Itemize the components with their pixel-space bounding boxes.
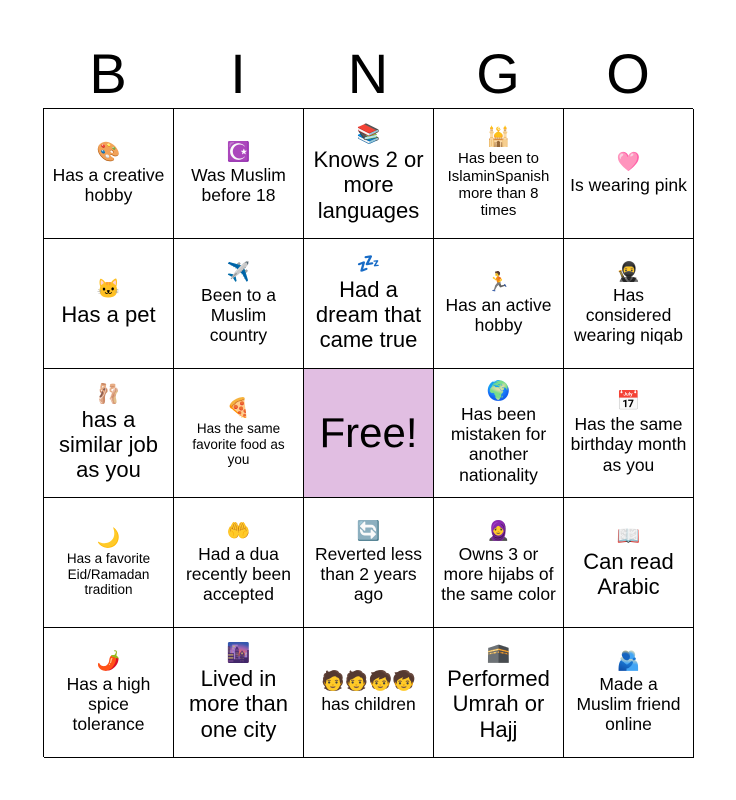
cell-text: Can read Arabic (583, 548, 674, 600)
kaaba-icon: 🕋 (486, 643, 511, 665)
bingo-cell[interactable] (304, 628, 434, 758)
header-letter-b: B (89, 42, 127, 105)
bingo-header (43, 40, 693, 108)
bingo-cell[interactable] (564, 239, 694, 369)
cell-text: Lived in more than one city (188, 666, 289, 742)
bingo-cell[interactable] (434, 109, 564, 239)
bingo-cell[interactable] (564, 109, 694, 239)
cell-text: Had a dua recently been accepted (185, 544, 292, 605)
pizza-icon: 🍕 (226, 398, 251, 420)
bingo-cell[interactable] (174, 109, 304, 239)
free-space-text: Free! (319, 408, 418, 456)
bingo-cell[interactable] (434, 369, 564, 499)
palms-up-icon: 🤲 (226, 521, 251, 543)
star-crescent-icon: ☪️ (226, 141, 251, 163)
woman-headscarf-icon: 🧕 (486, 521, 511, 543)
free-space-cell[interactable] (304, 369, 434, 499)
bingo-cell[interactable] (44, 239, 174, 369)
cell-text: Reverted less than 2 years ago (315, 544, 422, 605)
cell-text: Has the same birthday month as you (570, 414, 687, 475)
bingo-cell[interactable] (44, 628, 174, 758)
bingo-cell[interactable] (44, 369, 174, 499)
runner-icon: 🏃 (486, 271, 511, 293)
cell-text: Performed Umrah or Hajj (447, 666, 550, 742)
cell-text: Has been to IslaminSpanish more than 8 times (447, 150, 550, 220)
cell-text: has a similar job as you (58, 406, 159, 483)
palette-icon: 🎨 (96, 141, 121, 163)
header-letter-o: O (606, 42, 650, 105)
cell-text: Has considered wearing niqab (574, 284, 683, 345)
cell-text: Has the same favorite food as you (192, 421, 285, 468)
bingo-board (43, 108, 693, 757)
ninja-icon: 🥷 (616, 261, 641, 283)
cat-icon: 🐱 (96, 279, 121, 301)
ballet-shoes-icon: 🩰 (96, 383, 121, 405)
bingo-cell[interactable] (564, 369, 694, 499)
header-letter-n: N (347, 42, 389, 105)
family-icon: 🧑🧑🧒🧒 (321, 671, 416, 693)
pink-heart-icon: 🩷 (616, 151, 641, 173)
cell-text: Been to a Muslim country (201, 284, 276, 345)
bingo-cell[interactable] (174, 369, 304, 499)
cell-text: Has an active hobby (445, 294, 552, 335)
cell-text: Has a high spice tolerance (66, 673, 151, 735)
cell-text: Was Muslim before 18 (191, 164, 286, 205)
header-letter-g: G (476, 42, 520, 105)
open-book-icon: 📖 (616, 525, 641, 547)
cell-text: Has been mistaken for another nationality (450, 404, 547, 485)
bingo-cell[interactable] (434, 239, 564, 369)
bingo-cell[interactable] (304, 109, 434, 239)
header-letter-i: I (230, 42, 246, 105)
globe-icon: 🌍 (486, 381, 511, 403)
bingo-cell[interactable] (564, 628, 694, 758)
cell-text: Is wearing pink (570, 174, 687, 195)
bingo-cell[interactable] (304, 498, 434, 628)
cell-text: has children (321, 694, 416, 715)
arrows-cycle-icon: 🔄 (356, 521, 381, 543)
cell-text: Has a pet (61, 302, 156, 328)
bingo-cell[interactable] (434, 628, 564, 758)
bingo-cell[interactable] (174, 498, 304, 628)
bingo-cell[interactable] (44, 109, 174, 239)
bingo-cell[interactable] (304, 239, 434, 369)
people-hugging-icon: 🫂 (616, 650, 641, 672)
cell-text: Knows 2 or more languages (313, 146, 424, 223)
cell-text: Has a favorite Eid/Ramadan tradition (66, 551, 151, 598)
calendar-icon: 📅 (616, 391, 641, 413)
bingo-cell[interactable] (174, 239, 304, 369)
crescent-moon-icon: 🌙 (96, 528, 121, 550)
bingo-cell[interactable] (434, 498, 564, 628)
cell-text: Had a dream that came true (315, 276, 422, 353)
chili-pepper-icon: 🌶️ (96, 650, 121, 672)
cityscape-icon: 🌆 (226, 643, 251, 665)
bingo-cell[interactable] (564, 498, 694, 628)
zzz-icon: 💤 (356, 253, 381, 275)
airplane-icon: ✈️ (226, 261, 251, 283)
books-icon: 📚 (356, 123, 381, 145)
mosque-icon: 🕌 (486, 127, 511, 149)
cell-text: Owns 3 or more hijabs of the same color (441, 544, 556, 605)
cell-text: Has a creative hobby (52, 164, 165, 205)
bingo-cell[interactable] (174, 628, 304, 758)
bingo-cell[interactable] (44, 498, 174, 628)
cell-text: Made a Muslim friend online (576, 673, 681, 735)
